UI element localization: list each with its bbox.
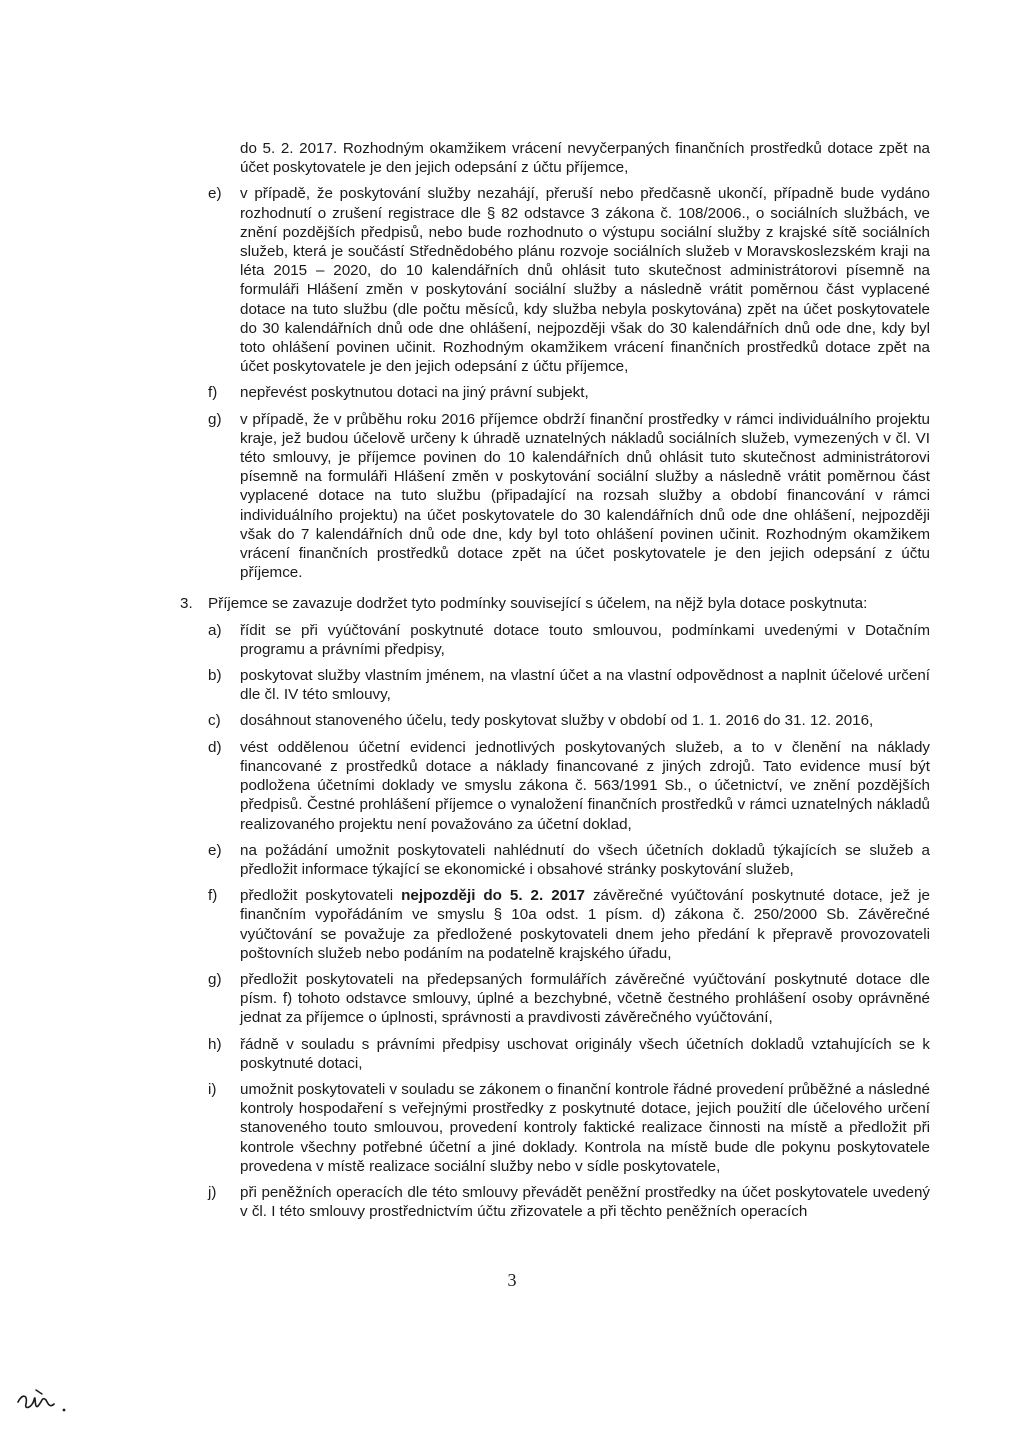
- list-item: [180, 383, 930, 402]
- list-item: [180, 410, 930, 583]
- list-item: [180, 666, 930, 704]
- list-item-label: g): [208, 970, 222, 988]
- section-heading: [180, 594, 930, 613]
- list-item-text: vést oddělenou účetní evidenci jednotlivých poskytovaných služeb, a to v členění na náklady financované z prostředků dotace a náklady financované z jiných zdrojů. Tato evidence musí být podložena účetními doklady ve smyslu zákona č. 563/1991 Sb., o účetnictví, ve znění pozdějších předpisů. Čestné prohlášení příjemce o vynaložení finančních prostředků v rámci uznatelných nákladů realizovaného projektu není považováno za účetní doklad,: [240, 738, 930, 833]
- list-item-label: f): [208, 887, 218, 905]
- handwritten-initials-icon: [12, 1380, 72, 1420]
- list-item-text: v případě, že poskytování služby nezahájí, přeruší nebo předčasně ukončí, případně bude vydáno rozhodnutí o zrušení registrace dle § 82 odstavce 3 zákona č. 108/2006., o sociálních službách, ve znění pozdějších předpisů, nebo bude rozhodnuto o výstupu sociální služby z krajské sítě sociálních služeb, která je součástí Střednědobého plánu rozvoje sociálních služeb v Moravskoslezském kraji na léta 2015 – 2020, do 10 kalendářních dnů ohlásit tuto skutečnost administrátorovi písemně na formuláři Hlášení změn v poskytování sociální služby a následně vrátit poměrnou část vyplacené dotace na tuto službu (dle počtu měsíců, kdy služba nebyla poskytována) zpět na účet poskytovatele do 30 kalendářních dnů ode dne ohlášení, nejpozději však do 30 kalendářních dnů ode dne, kdy byl toto ohlášení povinen učinit. Rozhodným okamžikem vrácení finančních prostředků dotace zpět na účet poskytovatele je den jejich odepsání z účtu příjemce,: [240, 185, 930, 376]
- section-number: 3.: [180, 595, 193, 613]
- page-number: 3: [507, 1270, 517, 1290]
- list-item-label: h): [208, 1035, 222, 1053]
- list-item-text: řádně v souladu s právními předpisy uschovat originály všech účetních dokladů vztahujících se k poskytnuté dotaci,: [240, 1035, 930, 1072]
- list-item: [180, 621, 930, 659]
- list-item-label: d): [208, 738, 222, 756]
- list-item: [180, 184, 930, 376]
- list-item-label: e): [208, 185, 222, 203]
- list-item: [180, 1183, 930, 1221]
- list-item-label: b): [208, 667, 222, 685]
- list-item: [180, 886, 930, 963]
- list-item: [180, 841, 930, 879]
- list-item-text: řídit se při vyúčtování poskytnuté dotace touto smlouvou, podmínkami uvedenými v Dotačním programu a právními předpisy,: [240, 621, 930, 658]
- deadline-bold: nejpozději do 5. 2. 2017: [401, 887, 585, 905]
- list-item-text: dosáhnout stanoveného účelu, tedy poskytovat služby v období od 1. 1. 2016 do 31. 12. 2016,: [240, 712, 874, 730]
- continuation-paragraph: do 5. 2. 2017. Rozhodným okamžikem vrácení nevyčerpaných finančních prostředků dotace zpět na účet poskytovatele je den jejich odepsání z účtu příjemce,: [240, 140, 930, 177]
- list-item-label: i): [208, 1080, 217, 1098]
- list-item-label: j): [208, 1183, 217, 1201]
- list-item-label: g): [208, 410, 222, 428]
- list-item-text: v případě, že v průběhu roku 2016 příjemce obdrží finanční prostředky v rámci individuálního projektu kraje, jež budou účelově určeny k úhradě uznatelných nákladů sociálních služeb, vymezených v čl. VI této smlouvy, je příjemce povinen do 10 kalendářních dnů ohlásit tuto skutečnost administrátorovi písemně na formuláři Hlášení změn v poskytování sociální služby a následně vrátit poměrnou část vyplacené dotace na tuto službu (připadající na rozsah služby a období financování v rámci individuálního projektu) na účet poskytovatele do 30 kalendářních dnů ode dne ohlášení, nejpozději však do 7 kalendářních dnů ode dne, kdy byl toto ohlášení povinen učinit. Rozhodným okamžikem vrácení finančních prostředků dotace zpět na účet poskytovatele je den jejich odepsání z účtu příjemce.: [240, 410, 930, 582]
- list-item-label: f): [208, 384, 218, 402]
- list-item-text: na požádání umožnit poskytovateli nahlédnutí do všech účetních dokladů týkajících se služeb a předložit informace týkající se ekonomické i obsahové stránky poskytování služeb,: [240, 841, 930, 878]
- list-item-text: nepřevést poskytnutou dotaci na jiný právní subjekt,: [240, 384, 589, 402]
- list-item: [180, 1080, 930, 1176]
- list-item-label: c): [208, 712, 221, 730]
- document-body: [180, 139, 930, 1221]
- list-item: [180, 970, 930, 1028]
- list-item-text: při peněžních operacích dle této smlouvy převádět peněžní prostředky na účet poskytovatele uvedený v čl. I této smlouvy prostřednictvím účtu zřizovatele a při těchto peněžních operacích: [240, 1183, 930, 1221]
- list-item-text: předložit poskytovateli na předepsaných formulářích závěrečné vyúčtování poskytnuté dotace dle písm. f) tohoto odstavce smlouvy, úplné a bezchybné, včetně čestného prohlášení osoby oprávněné jednat za příjemce o úplnosti, správnosti a pravdivosti závěrečného vyúčtování,: [240, 970, 930, 1027]
- list-item-text: umožnit poskytovateli v souladu se zákonem o finanční kontrole řádné provedení průběžné a následné kontroly hospodaření s veřejnými prostředky z poskytnuté dotace, jejich použití dle účelového určení stanoveného touto smlouvou, provedení kontroly faktické realizace činnosti na místě a předložit při kontrole všechny potřebné účetní a jiné doklady. Kontrola na místě bude dle pokynu poskytovatele provedena v místě realizace sociální služby nebo v sídle poskytovatele,: [240, 1080, 930, 1175]
- list-item: [180, 738, 930, 834]
- list-item-label: e): [208, 841, 222, 859]
- list-item-label: a): [208, 621, 222, 639]
- list-item-text: poskytovat služby vlastním jménem, na vlastní účet a na vlastní odpovědnost a naplnit účelové určení dle čl. IV této smlouvy,: [240, 667, 930, 704]
- section-text: Příjemce se zavazuje dodržet tyto podmínky související s účelem, na nějž byla dotace poskytnuta:: [208, 595, 868, 613]
- list-item-text-post: závěrečné vyúčtování poskytnuté dotace, jež je finančním vypořádáním ve smyslu § 10a odst. 1 písm. d) zákona č. 250/2000 Sb. Závěrečné vyúčtování se považuje za předložené poskytovateli dnem jeho předání k přepravě provozovateli poštovních služeb nebo podáním na podatelně krajského úřadu,: [240, 887, 931, 962]
- list-item-text-pre: předložit poskytovateli: [240, 887, 402, 905]
- list-item: [180, 711, 930, 730]
- list-item: [180, 1035, 930, 1073]
